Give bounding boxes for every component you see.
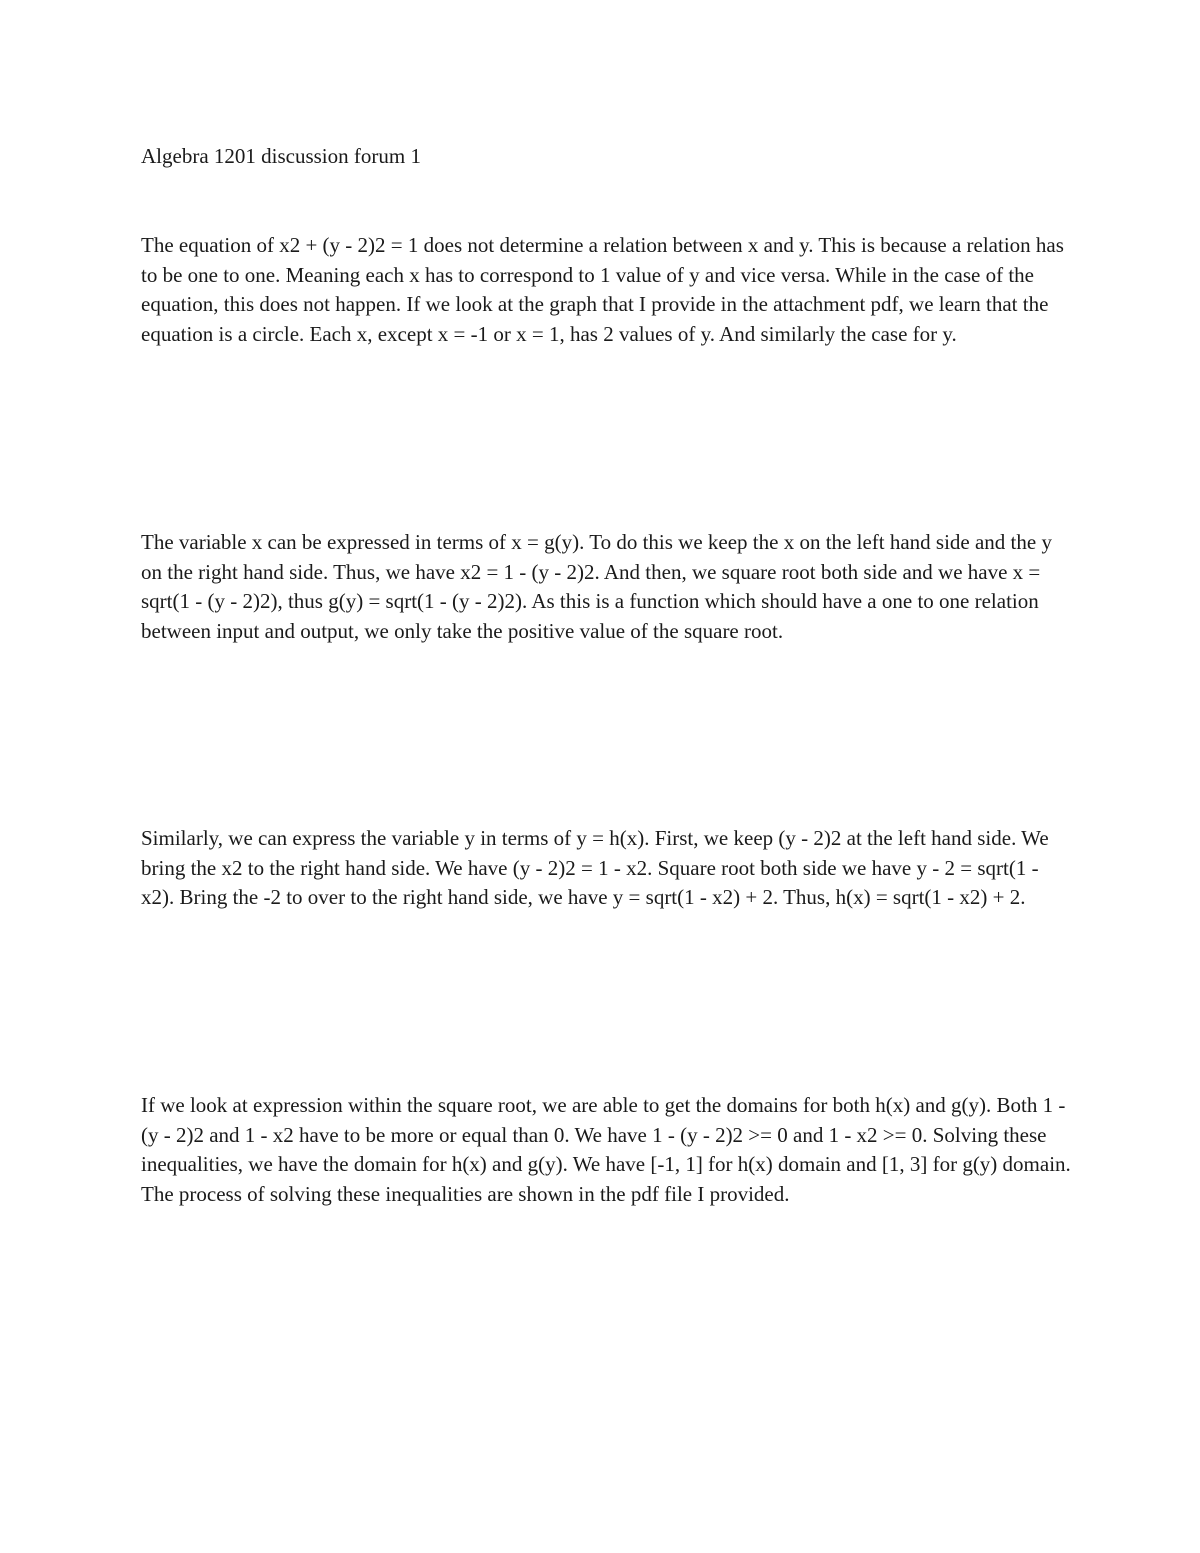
paragraph-x-in-terms-of-y: The variable x can be expressed in terms of x = g(y). To do this we keep the x on the left hand side and the y on the right hand side. Thus, we have x2 = 1 - (y - 2)2. And then, we square root both side and we have x = sqrt(1 - (y - 2)2), thus g(y) = sqrt(1 - (y - 2)2). As this is a function which should have a one to one relation between input and output, we only take the positive value of the square root. [141, 530, 1052, 643]
paragraph-relation: The equation of x2 + (y - 2)2 = 1 does not determine a relation between x and y. This is because a relation has to be one to one. Meaning each x has to correspond to 1 value of y and vice versa. While in the case of the equation, this does not happen. If we look at the graph that I provide in the attachment pdf, we learn that the equation is a circle. Each x, except x = -1 or x = 1, has 2 values of y. And similarly the case for y. [141, 233, 1064, 346]
paragraph-domains: If we look at expression within the square root, we are able to get the domains for both h(x) and g(y). Both 1 - (y - 2)2 and 1 - x2 have to be more or equal than 0. We have 1 - (y - 2)2 >= 0 and 1 - x2 >= 0. Solving these inequalities, we have the domain for h(x) and g(y). We have [-1, 1] for h(x) domain and [1, 3] for g(y) domain. The process of solving these inequalities are shown in the pdf file I provided. [141, 1093, 1071, 1206]
document-title: Algebra 1201 discussion forum 1 [141, 144, 421, 168]
paragraph-y-in-terms-of-x: Similarly, we can express the variable y in terms of y = h(x). First, we keep (y - 2)2 at the left hand side. We bring the x2 to the right hand side. We have (y - 2)2 = 1 - x2. Square root both side we have y - 2 = sqrt(1 - x2). Bring the -2 to over to the right hand side, we have y = sqrt(1 - x2) + 2. Thus, h(x) = sqrt(1 - x2) + 2. [141, 826, 1049, 909]
